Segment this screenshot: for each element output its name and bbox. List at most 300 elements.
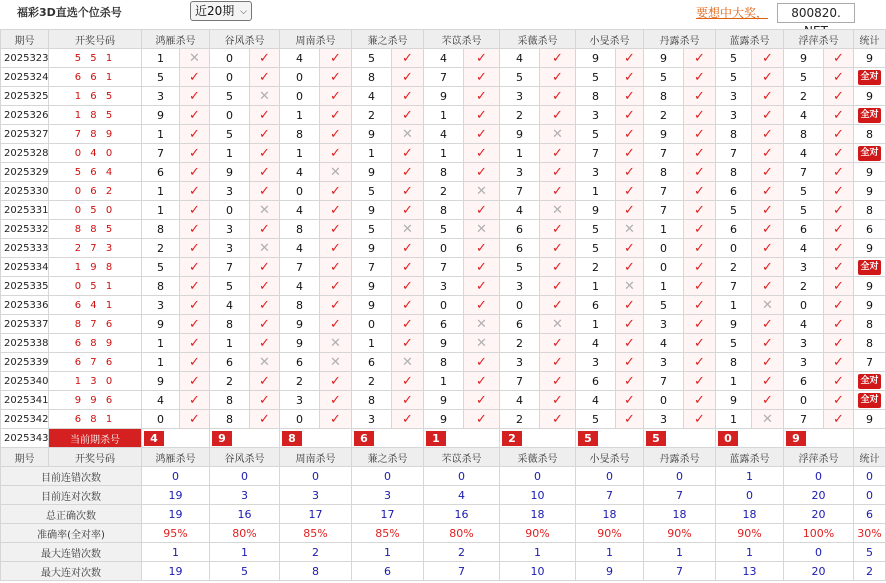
- check-icon: ✓: [476, 411, 487, 427]
- current-kill-value: 2: [502, 431, 522, 446]
- cross-icon: ✕: [624, 221, 635, 237]
- check-icon: [250, 315, 280, 334]
- issue-number: 2025343: [1, 429, 49, 448]
- kill-value: 4: [784, 106, 824, 125]
- kill-value: 0: [280, 182, 320, 201]
- check-icon: [752, 144, 784, 163]
- kill-value: 2: [500, 334, 540, 353]
- check-icon: [684, 334, 716, 353]
- check-icon: ✓: [624, 88, 635, 104]
- check-icon: ✓: [402, 164, 413, 180]
- issue-number: 2025340: [1, 372, 49, 391]
- cross-icon: [250, 353, 280, 372]
- stats-value: 0: [854, 486, 886, 505]
- check-icon: [752, 68, 784, 87]
- check-icon: [464, 410, 500, 429]
- check-icon: ✓: [694, 164, 705, 180]
- kill-value: 9: [576, 49, 616, 68]
- column-header-stat: 统计: [854, 30, 886, 49]
- stats-value: 1: [352, 543, 424, 562]
- kill-value: 7: [716, 144, 752, 163]
- kill-value: 8: [352, 391, 392, 410]
- kill-value: 1: [576, 182, 616, 201]
- stats-value: 0: [142, 467, 210, 486]
- period-select-value: 近20期: [195, 4, 235, 18]
- stat-cell: 8: [854, 201, 886, 220]
- kill-value: 9: [644, 125, 684, 144]
- kill-value: 4: [352, 87, 392, 106]
- stats-value: 19: [142, 486, 210, 505]
- check-icon: ✓: [330, 392, 341, 408]
- current-kill-value: 9: [786, 431, 806, 446]
- current-kill-value: 5: [578, 431, 598, 446]
- check-icon: ✓: [762, 392, 773, 408]
- stat-cell: 9: [854, 277, 886, 296]
- kill-value: 4: [500, 49, 540, 68]
- check-icon: ✓: [402, 316, 413, 332]
- kill-value: 3: [210, 239, 250, 258]
- kill-value: 3: [784, 258, 824, 277]
- check-icon: ✓: [330, 297, 341, 313]
- stats-label: 总正确次数: [1, 505, 142, 524]
- check-icon: ✓: [762, 259, 773, 275]
- check-icon: [392, 144, 424, 163]
- stat-cell: 8: [854, 315, 886, 334]
- check-icon: ✓: [552, 145, 563, 161]
- issue-number: 2025323: [1, 49, 49, 68]
- check-icon: [180, 220, 210, 239]
- check-icon: [616, 239, 644, 258]
- cross-icon: [392, 220, 424, 239]
- column-header-killer: 谷风杀号: [210, 448, 280, 467]
- check-icon: [392, 372, 424, 391]
- kill-value: 1: [576, 315, 616, 334]
- check-icon: ✓: [694, 297, 705, 313]
- column-header-killer: 丹露杀号: [644, 30, 716, 49]
- check-icon: [180, 258, 210, 277]
- check-icon: [616, 315, 644, 334]
- column-header-killer: 采薇杀号: [500, 30, 576, 49]
- kill-value: 1: [352, 334, 392, 353]
- kill-value: 4: [280, 163, 320, 182]
- kill-value: 8: [210, 391, 250, 410]
- check-icon: ✓: [624, 164, 635, 180]
- kill-value: 9: [352, 277, 392, 296]
- check-icon: ✓: [259, 183, 270, 199]
- check-icon: [250, 277, 280, 296]
- current-kill-value: 8: [282, 431, 302, 446]
- kill-value: 3: [576, 106, 616, 125]
- kill-value: 0: [424, 296, 464, 315]
- check-icon: [752, 106, 784, 125]
- all-correct-badge: 全对: [858, 70, 880, 85]
- chevron-down-icon: ⌵: [240, 7, 247, 17]
- kill-value: 1: [716, 296, 752, 315]
- check-icon: ✓: [624, 335, 635, 351]
- check-icon: ✓: [624, 259, 635, 275]
- check-icon: [464, 106, 500, 125]
- column-header-killer: 谷风杀号: [210, 30, 280, 49]
- kill-value: 2: [142, 239, 180, 258]
- kill-value: 3: [142, 87, 180, 106]
- kill-value: 9: [352, 125, 392, 144]
- check-icon: ✓: [833, 126, 844, 142]
- check-icon: ✓: [476, 373, 487, 389]
- kill-value: 5: [210, 125, 250, 144]
- cross-icon: ✕: [624, 278, 635, 294]
- check-icon: ✓: [552, 164, 563, 180]
- issue-number: 2025339: [1, 353, 49, 372]
- stats-value: 3: [210, 486, 280, 505]
- check-icon: [392, 106, 424, 125]
- stats-label: 目前连错次数: [1, 467, 142, 486]
- table-row: [1, 182, 886, 201]
- kill-value: 8: [424, 163, 464, 182]
- check-icon: [180, 125, 210, 144]
- check-icon: ✓: [189, 278, 200, 294]
- check-icon: [824, 163, 854, 182]
- stats-value: 2: [854, 562, 886, 581]
- check-icon: [464, 391, 500, 410]
- check-icon: [684, 49, 716, 68]
- kill-value: 6: [716, 220, 752, 239]
- check-icon: [540, 68, 576, 87]
- check-icon: [180, 201, 210, 220]
- check-icon: [684, 182, 716, 201]
- stats-value: 5: [854, 543, 886, 562]
- period-select[interactable]: [190, 1, 252, 21]
- cross-icon: ✕: [259, 354, 270, 370]
- check-icon: ✓: [624, 69, 635, 85]
- check-icon: [250, 391, 280, 410]
- current-kill-cell: [500, 429, 576, 448]
- table-row: [1, 201, 886, 220]
- kill-value: 2: [644, 106, 684, 125]
- kill-value: 5: [500, 258, 540, 277]
- check-icon: [464, 125, 500, 144]
- check-icon: [250, 334, 280, 353]
- kill-value: 8: [784, 125, 824, 144]
- column-header-killer: 小旻杀号: [576, 448, 644, 467]
- kill-value: 7: [352, 258, 392, 277]
- check-icon: ✓: [189, 316, 200, 332]
- stats-value: 1: [576, 543, 644, 562]
- check-icon: ✓: [762, 126, 773, 142]
- kill-value: 5: [142, 258, 180, 277]
- kill-value: 3: [142, 296, 180, 315]
- check-icon: [320, 144, 352, 163]
- kill-value: 0: [210, 49, 250, 68]
- cross-icon: [320, 334, 352, 353]
- stats-value: 2: [280, 543, 352, 562]
- kill-value: 8: [280, 125, 320, 144]
- check-icon: [540, 220, 576, 239]
- current-kill-value: 1: [426, 431, 446, 446]
- kill-value: 1: [500, 144, 540, 163]
- check-icon: [180, 106, 210, 125]
- column-header-killer: 蓝露杀号: [716, 30, 784, 49]
- kill-value: 1: [644, 220, 684, 239]
- check-icon: ✓: [189, 354, 200, 370]
- check-icon: [684, 163, 716, 182]
- check-icon: ✓: [833, 335, 844, 351]
- check-icon: [180, 315, 210, 334]
- stats-value: 3: [280, 486, 352, 505]
- check-icon: [752, 49, 784, 68]
- kill-value: 6: [210, 353, 250, 372]
- stats-value: 90%: [500, 524, 576, 543]
- column-header-killer: 浮萍杀号: [784, 448, 854, 467]
- kill-value: 2: [784, 87, 824, 106]
- cross-icon: ✕: [476, 316, 487, 332]
- kill-value: 0: [424, 239, 464, 258]
- cross-icon: [250, 87, 280, 106]
- kill-value: 4: [500, 391, 540, 410]
- stats-value: 13: [716, 562, 784, 581]
- kill-value: 0: [280, 68, 320, 87]
- check-icon: [250, 68, 280, 87]
- check-icon: [392, 277, 424, 296]
- stats-value: 0: [500, 467, 576, 486]
- check-icon: [824, 220, 854, 239]
- check-icon: [250, 296, 280, 315]
- check-icon: [180, 144, 210, 163]
- kill-value: 1: [280, 144, 320, 163]
- kill-value: 7: [644, 144, 684, 163]
- check-icon: ✓: [552, 183, 563, 199]
- check-icon: ✓: [330, 126, 341, 142]
- check-icon: ✓: [552, 278, 563, 294]
- check-icon: ✓: [330, 221, 341, 237]
- cross-icon: ✕: [259, 88, 270, 104]
- column-header-killer: 浮萍杀号: [784, 30, 854, 49]
- kill-value: 3: [716, 106, 752, 125]
- check-icon: ✓: [762, 107, 773, 123]
- check-icon: [540, 87, 576, 106]
- stats-value: 18: [576, 505, 644, 524]
- draw-number: 1 6 5: [49, 87, 142, 106]
- check-icon: [180, 163, 210, 182]
- check-icon: ✓: [762, 183, 773, 199]
- kill-value: 3: [500, 87, 540, 106]
- check-icon: ✓: [189, 164, 200, 180]
- kill-value: 9: [424, 87, 464, 106]
- kill-value: 3: [716, 87, 752, 106]
- check-icon: ✓: [476, 202, 487, 218]
- kill-value: 3: [280, 391, 320, 410]
- kill-value: 6: [500, 315, 540, 334]
- check-icon: [250, 372, 280, 391]
- check-icon: ✓: [694, 183, 705, 199]
- check-icon: ✓: [476, 297, 487, 313]
- check-icon: ✓: [402, 259, 413, 275]
- stat-cell: 9: [854, 49, 886, 68]
- check-icon: ✓: [552, 373, 563, 389]
- check-icon: [464, 277, 500, 296]
- cross-icon: [320, 163, 352, 182]
- check-icon: [250, 182, 280, 201]
- check-icon: ✓: [833, 50, 844, 66]
- table-row: [1, 106, 886, 125]
- kill-value: 1: [142, 182, 180, 201]
- check-icon: [540, 391, 576, 410]
- check-icon: ✓: [694, 392, 705, 408]
- kill-value: 5: [716, 201, 752, 220]
- check-icon: [392, 49, 424, 68]
- issue-number: 2025328: [1, 144, 49, 163]
- check-icon: ✓: [552, 392, 563, 408]
- check-icon: [684, 125, 716, 144]
- check-icon: ✓: [552, 335, 563, 351]
- stat-cell: 8: [854, 334, 886, 353]
- kill-value: 3: [500, 277, 540, 296]
- stats-label: 最大连错次数: [1, 543, 142, 562]
- cross-icon: [540, 201, 576, 220]
- kill-value: 7: [576, 144, 616, 163]
- stats-value: 0: [210, 467, 280, 486]
- check-icon: ✓: [762, 240, 773, 256]
- all-correct-badge: 全对: [858, 260, 880, 275]
- check-icon: [824, 391, 854, 410]
- draw-number: 9 9 6: [49, 391, 142, 410]
- column-header-killer: 蒹之杀号: [352, 30, 424, 49]
- cross-icon: ✕: [402, 354, 413, 370]
- check-icon: ✓: [762, 373, 773, 389]
- kill-value: 9: [142, 315, 180, 334]
- column-header-issue: 期号: [1, 448, 49, 467]
- stats-value: 9: [576, 562, 644, 581]
- check-icon: ✓: [552, 259, 563, 275]
- kill-value: 5: [576, 239, 616, 258]
- check-icon: ✓: [259, 50, 270, 66]
- kill-value: 2: [500, 106, 540, 125]
- check-icon: [320, 239, 352, 258]
- kill-value: 6: [784, 220, 824, 239]
- check-icon: [824, 410, 854, 429]
- check-icon: [320, 201, 352, 220]
- stats-value: 0: [352, 467, 424, 486]
- check-icon: ✓: [189, 297, 200, 313]
- check-icon: ✓: [259, 297, 270, 313]
- check-icon: ✓: [552, 50, 563, 66]
- check-icon: ✓: [402, 107, 413, 123]
- check-icon: ✓: [762, 354, 773, 370]
- kill-value: 5: [716, 49, 752, 68]
- check-icon: ✓: [476, 145, 487, 161]
- kill-value: 1: [210, 334, 250, 353]
- check-icon: ✓: [402, 88, 413, 104]
- check-icon: ✓: [694, 278, 705, 294]
- check-icon: ✓: [694, 354, 705, 370]
- check-icon: [320, 315, 352, 334]
- check-icon: [752, 258, 784, 277]
- check-icon: ✓: [694, 316, 705, 332]
- stats-value: 90%: [716, 524, 784, 543]
- check-icon: [392, 239, 424, 258]
- kill-value: 9: [352, 163, 392, 182]
- stat-cell: 9: [854, 296, 886, 315]
- kill-value: 2: [784, 277, 824, 296]
- check-icon: ✓: [694, 259, 705, 275]
- stats-value: 20: [784, 562, 854, 581]
- check-icon: [684, 258, 716, 277]
- current-kill-value: 5: [646, 431, 666, 446]
- check-icon: ✓: [694, 107, 705, 123]
- kill-value: 4: [280, 239, 320, 258]
- check-icon: [320, 106, 352, 125]
- check-icon: [752, 182, 784, 201]
- kill-number-table: [0, 29, 886, 581]
- kill-value: 5: [424, 220, 464, 239]
- check-icon: ✓: [694, 69, 705, 85]
- stats-label: 目前连对次数: [1, 486, 142, 505]
- check-icon: [824, 296, 854, 315]
- check-icon: [392, 315, 424, 334]
- check-icon: [464, 372, 500, 391]
- issue-number: 2025337: [1, 315, 49, 334]
- issue-number: 2025331: [1, 201, 49, 220]
- kill-value: 2: [716, 258, 752, 277]
- kill-value: 8: [644, 163, 684, 182]
- check-icon: [392, 334, 424, 353]
- column-header-draw: 开奖号码: [49, 448, 142, 467]
- stats-label: 最大连对次数: [1, 562, 142, 581]
- kill-value: 6: [352, 353, 392, 372]
- stat-cell: [854, 429, 886, 448]
- kill-value: 1: [424, 372, 464, 391]
- all-correct-badge: 全对: [858, 393, 880, 408]
- check-icon: [180, 353, 210, 372]
- current-period-row: [1, 429, 886, 448]
- table-row: [1, 277, 886, 296]
- stats-value: 1: [716, 543, 784, 562]
- kill-value: 7: [716, 277, 752, 296]
- check-icon: ✓: [402, 297, 413, 313]
- draw-number: 6 8 9: [49, 334, 142, 353]
- stats-value: 1: [716, 467, 784, 486]
- kill-value: 5: [784, 182, 824, 201]
- check-icon: ✓: [259, 164, 270, 180]
- check-icon: [684, 144, 716, 163]
- check-icon: ✓: [762, 50, 773, 66]
- promo-link[interactable]: 要想中大奖，: [696, 6, 769, 20]
- check-icon: [392, 391, 424, 410]
- column-header-draw: 开奖号码: [49, 30, 142, 49]
- check-icon: ✓: [833, 354, 844, 370]
- current-kill-cell: [784, 429, 854, 448]
- cross-icon: ✕: [189, 50, 200, 66]
- kill-value: 8: [280, 296, 320, 315]
- check-icon: [540, 144, 576, 163]
- check-icon: ✓: [402, 278, 413, 294]
- kill-value: 5: [352, 182, 392, 201]
- check-icon: [684, 239, 716, 258]
- check-icon: [320, 410, 352, 429]
- cross-icon: [540, 315, 576, 334]
- kill-value: 9: [424, 334, 464, 353]
- stats-value: 17: [280, 505, 352, 524]
- check-icon: [684, 87, 716, 106]
- kill-value: 9: [352, 296, 392, 315]
- check-icon: [540, 296, 576, 315]
- check-icon: ✓: [624, 297, 635, 313]
- kill-value: 4: [500, 201, 540, 220]
- kill-value: 5: [576, 125, 616, 144]
- kill-value: 3: [210, 220, 250, 239]
- table-row: [1, 239, 886, 258]
- stats-value: 19: [142, 562, 210, 581]
- draw-number: 1 9 8: [49, 258, 142, 277]
